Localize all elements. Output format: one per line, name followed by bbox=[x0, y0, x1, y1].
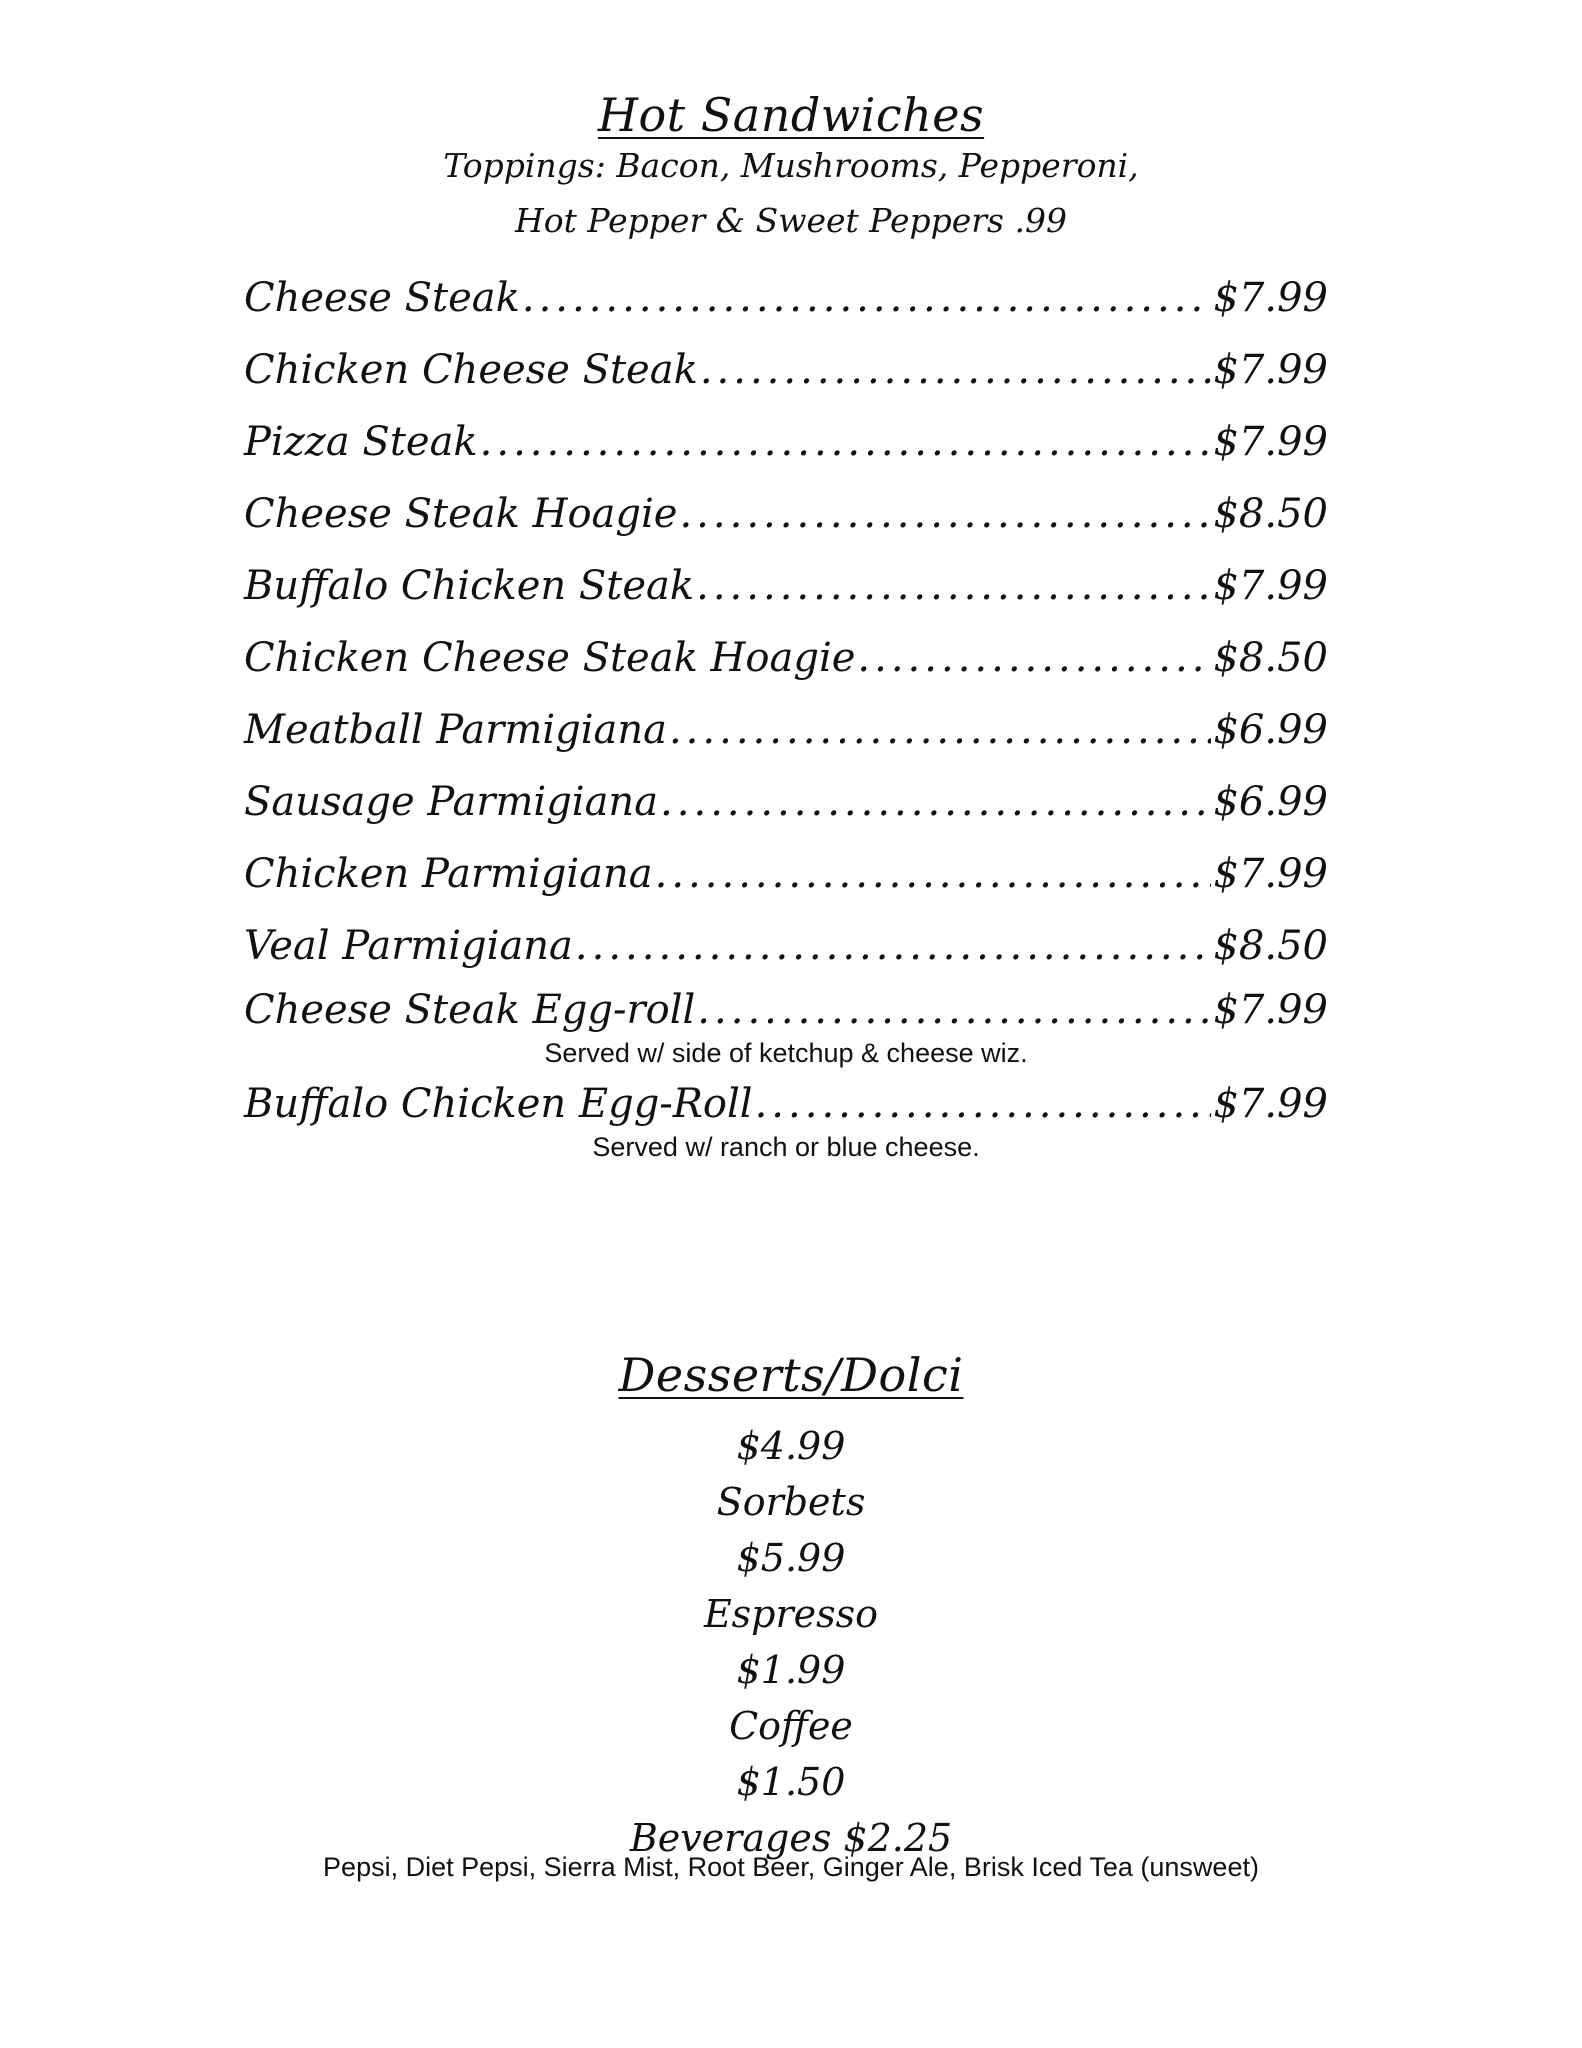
dessert-line: $1.50 bbox=[736, 1760, 846, 1804]
item-name: Cheese Steak Hoagie bbox=[244, 491, 678, 537]
item-note: Served w/ ranch or blue cheese. bbox=[592, 1132, 980, 1162]
item-price: $8.50 bbox=[1213, 635, 1328, 681]
item-price: $7.99 bbox=[1213, 275, 1328, 321]
item-name: Buffalo Chicken Steak bbox=[244, 563, 695, 609]
item-name: Cheese Steak Egg-roll bbox=[244, 987, 696, 1033]
menu-item bbox=[244, 910, 1328, 982]
menu-item bbox=[244, 1076, 1328, 1132]
item-name: Buffalo Chicken Egg-Roll bbox=[244, 1081, 753, 1127]
sandwich-list bbox=[244, 262, 1328, 1170]
dessert-line: $1.99 bbox=[736, 1648, 846, 1692]
dot-leader bbox=[696, 550, 1211, 622]
item-name: Meatball Parmigiana bbox=[244, 707, 667, 753]
item-name: Sausage Parmigiana bbox=[244, 779, 659, 825]
dot-leader bbox=[480, 406, 1212, 478]
dessert-list bbox=[0, 1418, 1582, 1866]
menu-item bbox=[244, 838, 1328, 910]
dot-leader bbox=[522, 262, 1212, 334]
dessert-line: $5.99 bbox=[736, 1536, 846, 1580]
toppings-line-1: Toppings: Bacon, Mushrooms, Pepperoni, bbox=[443, 146, 1139, 185]
item-name: Veal Parmigiana bbox=[244, 923, 573, 969]
item-price: $8.50 bbox=[1213, 491, 1328, 537]
item-price: $7.99 bbox=[1213, 347, 1328, 393]
dessert-line: Sorbets bbox=[716, 1480, 866, 1524]
dot-leader bbox=[700, 334, 1212, 406]
item-name: Pizza Steak bbox=[244, 419, 478, 465]
item-name: Chicken Cheese Steak Hoagie bbox=[244, 635, 856, 681]
item-price: $6.99 bbox=[1213, 707, 1328, 753]
menu-item bbox=[244, 982, 1328, 1038]
item-price: $7.99 bbox=[1213, 563, 1328, 609]
desserts-title: Desserts/Dolci bbox=[618, 1348, 964, 1402]
menu-item bbox=[244, 766, 1328, 838]
item-price: $7.99 bbox=[1213, 987, 1328, 1033]
dot-leader bbox=[660, 766, 1211, 838]
dessert-line: Coffee bbox=[729, 1704, 853, 1748]
dessert-line: Beverages $2.25 bbox=[629, 1816, 953, 1860]
menu-item bbox=[244, 406, 1328, 478]
item-note: Served w/ side of ketchup & cheese wiz. bbox=[544, 1038, 1028, 1068]
item-price: $6.99 bbox=[1213, 779, 1328, 825]
menu-item bbox=[244, 694, 1328, 766]
dessert-line: Espresso bbox=[703, 1592, 879, 1636]
menu-item bbox=[244, 262, 1328, 334]
dot-leader bbox=[755, 1076, 1212, 1132]
dot-leader bbox=[857, 622, 1211, 694]
toppings-line-2: Hot Pepper & Sweet Peppers .99 bbox=[515, 201, 1067, 240]
item-price: $7.99 bbox=[1213, 419, 1328, 465]
dot-leader bbox=[697, 982, 1211, 1038]
beverages-list: Pepsi, Diet Pepsi, Sierra Mist, Root Beer, Ginger Ale, Brisk Iced Tea (unsweet) bbox=[323, 1852, 1259, 1882]
menu-item bbox=[244, 478, 1328, 550]
dot-leader bbox=[575, 910, 1212, 982]
item-name: Cheese Steak bbox=[244, 275, 520, 321]
dessert-line: $4.99 bbox=[736, 1424, 846, 1468]
hot-sandwiches-title: Hot Sandwiches bbox=[597, 88, 985, 142]
item-name: Chicken Cheese Steak bbox=[244, 347, 698, 393]
menu-item bbox=[244, 550, 1328, 622]
dot-leader bbox=[669, 694, 1212, 766]
menu-item bbox=[244, 622, 1328, 694]
dot-leader bbox=[655, 838, 1212, 910]
item-price: $8.50 bbox=[1213, 923, 1328, 969]
menu-item bbox=[244, 334, 1328, 406]
item-price: $7.99 bbox=[1213, 1081, 1328, 1127]
item-price: $7.99 bbox=[1213, 851, 1328, 897]
dot-leader bbox=[679, 478, 1211, 550]
item-name: Chicken Parmigiana bbox=[244, 851, 653, 897]
